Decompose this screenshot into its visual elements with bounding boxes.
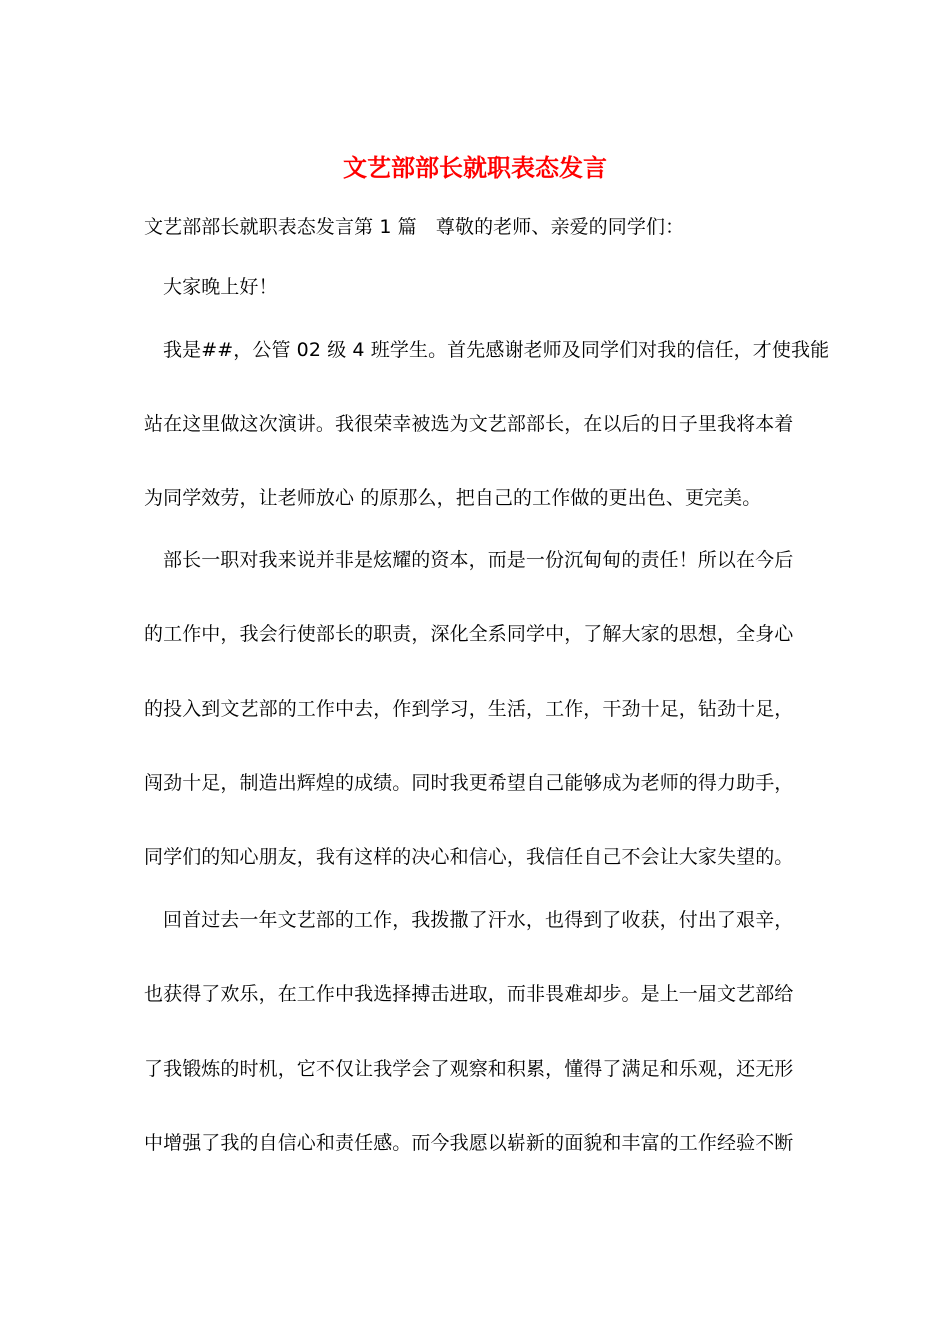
document-line: 了我锻炼的时机，它不仅让我学会了观察和积累，懂得了满足和乐观，还无形 bbox=[144, 1058, 794, 1080]
document-title: 文艺部部长就职表态发言 bbox=[343, 153, 607, 182]
document-line: 部长一职对我来说并非是炫耀的资本，而是一份沉甸甸的责任！所以在今后 bbox=[163, 549, 794, 571]
document-line: 闯劲十足，制造出辉煌的成绩。同时我更希望自己能够成为老师的得力助手， bbox=[144, 772, 794, 794]
document-line: 大家晚上好！ bbox=[163, 276, 278, 298]
document-line: 的投入到文艺部的工作中去，作到学习，生活，工作，干劲十足，钻劲十足， bbox=[144, 698, 794, 720]
document-line: 的工作中，我会行使部长的职责，深化全系同学中，了解大家的思想，全身心 bbox=[144, 623, 794, 645]
document-line: 回首过去一年文艺部的工作，我拨撒了汗水，也得到了收获，付出了艰辛， bbox=[163, 909, 794, 931]
document-line: 我是##，公管 02 级 4 班学生。首先感谢老师及同学们对我的信任，才使我能 bbox=[163, 339, 830, 361]
document-line: 站在这里做这次演讲。我很荣幸被选为文艺部部长，在以后的日子里我将本着 bbox=[144, 413, 794, 435]
document-line: 也获得了欢乐，在工作中我选择搏击进取，而非畏难却步。是上一届文艺部给 bbox=[144, 983, 794, 1005]
document-line: 文艺部部长就职表态发言第 1 篇 尊敬的老师、亲爱的同学们： bbox=[144, 216, 685, 238]
document-line: 中增强了我的自信心和责任感。而今我愿以崭新的面貌和丰富的工作经验不断 bbox=[144, 1132, 794, 1154]
document-line: 为同学效劳，让老师放心 的原那么，把自己的工作做的更出色、更完美。 bbox=[144, 487, 762, 509]
document-line: 同学们的知心朋友，我有这样的决心和信心，我信任自己不会让大家失望的。 bbox=[144, 846, 794, 868]
